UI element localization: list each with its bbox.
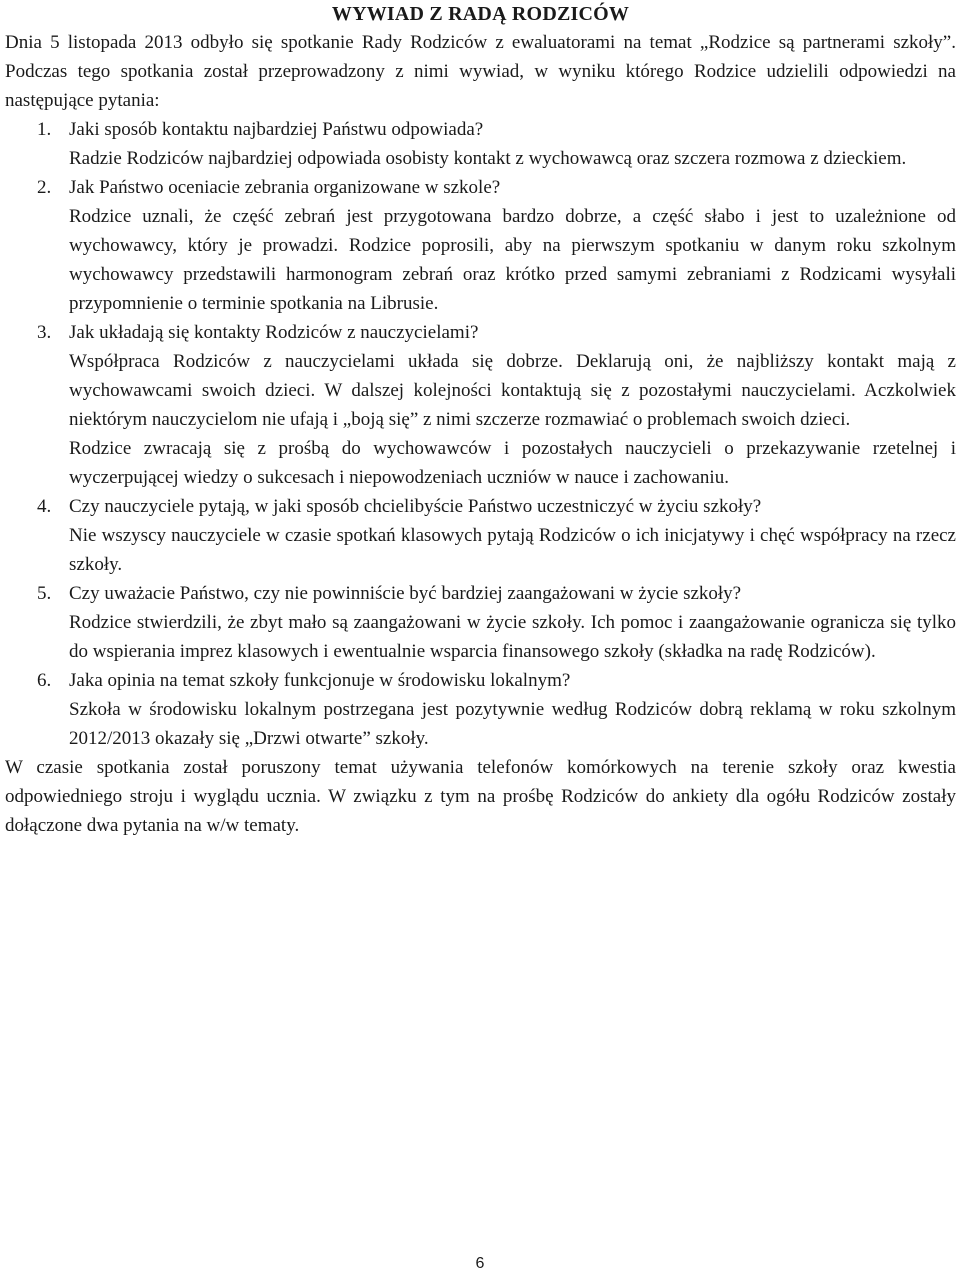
answer-paragraph: Rodzice zwracają się z prośbą do wychowawców i pozostałych nauczycieli o przekazywanie rzetelnej i wyczerpującej wiedzy o sukcesach i niepowodzeniach uczniów w nauce i zachowaniu. (69, 438, 956, 488)
question-item (5, 318, 956, 347)
question-block (5, 318, 956, 492)
question-text: Czy uważacie Państwo, czy nie powinniście być bardziej zaangażowani w życie szkoły? (69, 583, 742, 604)
question-block (5, 666, 956, 753)
question-block (5, 492, 956, 579)
question-text: Jaki sposób kontaktu najbardziej Państwu odpowiada? (69, 119, 484, 140)
question-item (5, 579, 956, 608)
question-block (5, 579, 956, 666)
page-title: WYWIAD Z RADĄ RODZICÓW (331, 3, 630, 25)
closing-paragraph: W czasie spotkania został poruszony temat używania telefonów komórkowych na terenie szkoły oraz kwestia odpowiedniego stroju i wyglądu ucznia. W związku z tym na prośbę Rodziców do ankiety dla ogółu Rodziców zostały dołączone dwa pytania na w/w tematy. (5, 757, 956, 836)
answer-paragraph: Radzie Rodziców najbardziej odpowiada osobisty kontakt z wychowawcą oraz szczera rozmowa z dzieckiem. (69, 148, 907, 169)
intro-paragraph: Dnia 5 listopada 2013 odbyło się spotkanie Rady Rodziców z ewaluatorami na temat „Rodzice są partnerami szkoły”. Podczas tego spotkania został przeprowadzony z nimi wywiad, w wyniku którego Rodzice udzielili odpowiedzi na następujące pytania: (5, 32, 956, 111)
question-block (5, 115, 956, 173)
question-text: Jaka opinia na temat szkoły funkcjonuje w środowisku lokalnym? (69, 670, 571, 691)
question-number: 3. (37, 322, 52, 343)
answer-paragraph: Rodzice stwierdzili, że zbyt mało są zaangażowani w życie szkoły. Ich pomoc i zaangażowanie ogranicza się tylko do wspierania imprez klasowych i ewentualnie wsparcia finansowego szkoły (składka na radę Rodziców). (69, 612, 956, 662)
question-number: 5. (37, 583, 52, 604)
question-number: 2. (37, 177, 52, 198)
question-item (5, 115, 956, 144)
question-text: Jak układają się kontakty Rodziców z nauczycielami? (69, 322, 479, 343)
question-item (5, 492, 956, 521)
question-number: 4. (37, 496, 52, 517)
question-text: Jak Państwo oceniacie zebrania organizowane w szkole? (69, 177, 501, 198)
question-number: 6. (37, 670, 52, 691)
question-item (5, 173, 956, 202)
answer-paragraph: Współpraca Rodziców z nauczycielami układa się dobrze. Deklarują oni, że najbliższy kontakt mają z wychowawcami swoich dzieci. W dalszej kolejności kontaktują się z pozostałymi nauczycielami. Aczkolwiek niektórym nauczycielom nie ufają i „boją się” z nimi szczerze rozmawiać o problemach swoich dzieci. (69, 351, 956, 430)
answer-paragraph: Szkoła w środowisku lokalnym postrzegana jest pozytywnie według Rodziców dobrą reklamą w roku szkolnym 2012/2013 okazały się „Drzwi otwarte” szkoły. (69, 699, 956, 749)
document-body (5, 0, 956, 840)
page-number: 6 (475, 1255, 485, 1272)
question-text: Czy nauczyciele pytają, w jaki sposób chcielibyście Państwo uczestniczyć w życiu szkoły? (69, 496, 762, 517)
questions-list (5, 115, 956, 753)
question-block (5, 173, 956, 318)
answer-paragraph: Nie wszyscy nauczyciele w czasie spotkań klasowych pytają Rodziców o ich inicjatywy i chęć współpracy na rzecz szkoły. (69, 525, 956, 575)
question-number: 1. (37, 119, 52, 140)
answer-paragraph: Rodzice uznali, że część zebrań jest przygotowana bardzo dobrze, a część słabo i jest to uzależnione od wychowawcy, który je prowadzi. Rodzice poprosili, aby na pierwszym spotkaniu w danym roku szkolnym wychowawcy przedstawili harmonogram zebrań oraz krótko przed samymi zebraniami z Rodzicami wysyłali przypomnienie o terminie spotkania na Librusie. (69, 206, 956, 314)
question-item (5, 666, 956, 695)
